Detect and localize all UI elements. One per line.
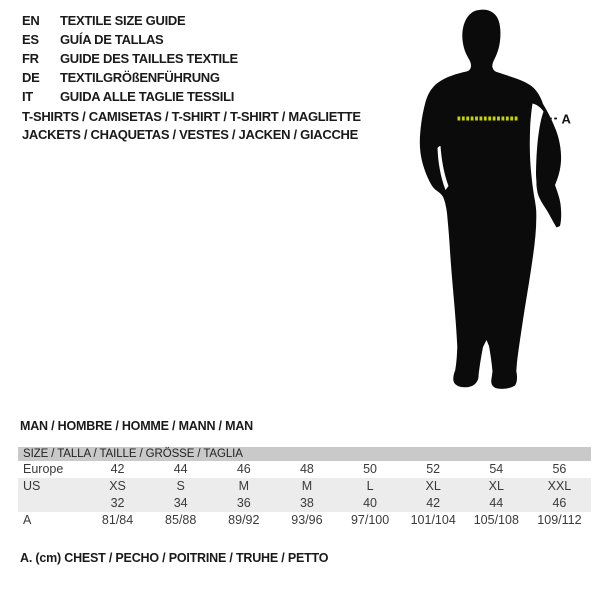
- cell: 81/84: [101, 513, 134, 527]
- row-label: A: [23, 513, 32, 527]
- cell: 101/104: [410, 513, 456, 527]
- cell: 40: [363, 496, 378, 510]
- language-list: [22, 11, 238, 106]
- row-label: Europe: [23, 462, 64, 476]
- cell: 109/112: [537, 513, 582, 527]
- lang-label: GUÍA DE TALLAS: [60, 32, 164, 47]
- cell: 54: [489, 462, 504, 476]
- cell: XS: [109, 479, 126, 493]
- size-table-header: SIZE / TALLA / TAILLE / GRÖSSE / TAGLIA: [18, 447, 591, 461]
- lang-code: FR: [22, 51, 39, 66]
- cell: 52: [426, 462, 441, 476]
- cell: M: [301, 479, 313, 493]
- cell: 44: [173, 462, 188, 476]
- row-label: [18, 495, 86, 512]
- lang-code: DE: [22, 70, 40, 85]
- size-table: [18, 447, 591, 529]
- lang-label: GUIDA ALLE TAGLIE TESSILI: [60, 89, 235, 104]
- category-line-tshirts: T-SHIRTS / CAMISETAS / T-SHIRT / T-SHIRT / MAGLIETTE: [22, 109, 361, 124]
- lang-code: ES: [22, 32, 39, 47]
- cell: 56: [552, 462, 567, 476]
- table-row-europe: [18, 461, 591, 478]
- cell: 46: [236, 462, 251, 476]
- section-title: MAN / HOMBRE / HOMME / MANN / MAN: [20, 419, 253, 433]
- lang-label: TEXTILE SIZE GUIDE: [60, 13, 186, 28]
- lang-code: IT: [22, 89, 33, 104]
- cell: 46: [552, 496, 567, 510]
- cell: XL: [425, 479, 441, 493]
- cell: 97/100: [350, 513, 390, 527]
- cell: 50: [363, 462, 378, 476]
- cell: S: [176, 479, 185, 493]
- lang-row-en: [22, 11, 238, 30]
- man-silhouette-svg: [403, 4, 587, 396]
- cell: XXL: [547, 479, 572, 493]
- cell: 32: [110, 496, 125, 510]
- measure-label-a: A: [561, 111, 571, 127]
- cell: 105/108: [473, 513, 519, 527]
- cell: 48: [299, 462, 314, 476]
- man-figure: [403, 4, 587, 396]
- cell: 36: [236, 496, 251, 510]
- lang-row-de: [22, 68, 238, 87]
- cell: 44: [489, 496, 504, 510]
- cell: XL: [488, 479, 504, 493]
- cell: 89/92: [228, 513, 260, 527]
- category-line-jackets: JACKETS / CHAQUETAS / VESTES / JACKEN / GIACCHE: [22, 127, 358, 142]
- lang-row-es: [22, 30, 238, 49]
- lang-label: GUIDE DES TAILLES TEXTILE: [60, 51, 238, 66]
- lang-code: EN: [22, 13, 40, 28]
- table-row-numeric: [18, 495, 591, 512]
- category-block: [22, 108, 361, 144]
- table-row-us: [18, 478, 591, 495]
- lang-row-it: [22, 87, 238, 106]
- man-silhouette: [420, 10, 561, 389]
- cell: 42: [110, 462, 125, 476]
- footnote: A. (cm) CHEST / PECHO / POITRINE / TRUHE / PETTO: [20, 551, 329, 565]
- cell: 42: [426, 496, 441, 510]
- lang-label: TEXTILGRÖßENFÜHRUNG: [60, 70, 220, 85]
- cell: L: [366, 479, 374, 493]
- row-label: US: [23, 479, 41, 493]
- cell: 34: [173, 496, 188, 510]
- cell: 38: [299, 496, 314, 510]
- table-row-a-chest: [18, 512, 591, 529]
- cell: 93/96: [291, 513, 323, 527]
- lang-row-fr: [22, 49, 238, 68]
- cell: M: [238, 479, 250, 493]
- cell: 85/88: [165, 513, 197, 527]
